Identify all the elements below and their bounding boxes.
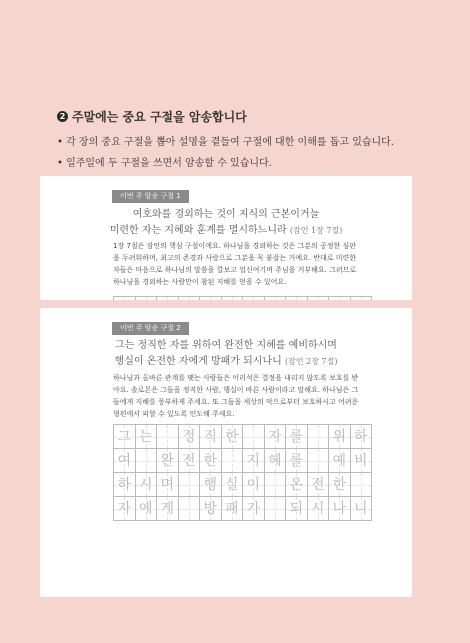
grid-cell[interactable] (286, 425, 308, 449)
grid-cell[interactable] (351, 497, 373, 521)
grid-cell[interactable] (114, 449, 136, 473)
grid-cell[interactable] (308, 425, 330, 449)
verse-text (40, 207, 412, 239)
grid-row (114, 473, 372, 497)
grid-row (114, 449, 372, 473)
memory-verse-card-2 (40, 308, 412, 597)
section-title (57, 108, 457, 125)
trace-character: 혜 (267, 453, 282, 469)
trace-character: 니 (353, 501, 368, 517)
trace-character: 가 (246, 501, 261, 517)
verse-description: 1장 7절은 잠언의 핵심 구절이에요. 하나님을 경외하는 것은 그분의 공정한 심판을 두려워하며, 최고의 존경과 사랑으로 그분을 꼭 붙잡는 거예요. 반대로 미련한 자들은 마음으로 하나님의 말씀을 깔보고 업신여기며 주님을 거부해요. 그러므로 하나님을 경외하는 사람만이 참된 지혜를 얻을 수 있어요. (113, 242, 357, 286)
grid-cell[interactable] (329, 425, 351, 449)
grid-cell[interactable] (243, 449, 265, 473)
grid-cell[interactable] (351, 449, 373, 473)
grid-cell[interactable] (179, 297, 201, 300)
trace-character: 한 (224, 429, 239, 445)
grid-cell[interactable] (222, 497, 244, 521)
section-title-text: 주말에는 중요 구절을 암송합니다 (72, 110, 247, 124)
trace-character: 이 (246, 477, 261, 493)
grid-cell[interactable] (265, 297, 287, 300)
grid-cell[interactable] (329, 497, 351, 521)
grid-cell[interactable] (222, 297, 244, 300)
grid-cell[interactable] (243, 297, 265, 300)
verse-tag: 이번 주 암송 구절 2 (112, 322, 189, 335)
trace-character: 하 (117, 477, 132, 493)
verse-description: 하나님과 올바른 관계를 맺는 사람들은 어리석은 결정을 내리지 않도록 보호를 받아요. 솔로몬은 그들을 정직한 사람, 행실이 바른 사람이라고 말해요. 하나님은 그들에게 지혜를 풍부하게 주세요. 또 그들을 세상의 악으로부터 보호하시고 어려운 형편에서 피할 수 있도록 인도해 주세요. (113, 374, 359, 418)
verse-line: 행실이 온전한 자에게 방패가 되시나니 (114, 356, 282, 367)
trace-character: 에 (138, 501, 153, 517)
trace-character: 되 (289, 501, 304, 517)
trace-character: 정 (181, 429, 196, 445)
grid-cell[interactable] (157, 425, 179, 449)
grid-cell[interactable] (222, 473, 244, 497)
grid-cell[interactable] (351, 297, 373, 300)
grid-row (114, 297, 372, 300)
grid-cell[interactable] (136, 449, 158, 473)
grid-cell[interactable] (157, 297, 179, 300)
grid-cell[interactable] (114, 473, 136, 497)
trace-character: 그 (117, 429, 132, 445)
trace-character: 위 (332, 429, 347, 445)
grid-cell[interactable] (243, 473, 265, 497)
grid-cell[interactable] (222, 425, 244, 449)
grid-cell[interactable] (243, 425, 265, 449)
trace-character: 지 (246, 453, 261, 469)
trace-character: 직 (203, 429, 218, 445)
grid-cell[interactable] (308, 497, 330, 521)
grid-cell[interactable] (286, 449, 308, 473)
grid-cell[interactable] (200, 449, 222, 473)
memory-verse-card-1 (40, 176, 412, 300)
grid-cell[interactable] (179, 425, 201, 449)
grid-cell[interactable] (308, 297, 330, 300)
verse-line: 그는 정직한 자를 위하여 완전한 지혜를 예비하시며 (115, 340, 337, 351)
grid-cell[interactable] (200, 297, 222, 300)
trace-character: 실 (224, 477, 239, 493)
bullet-item: • 각 장의 중요 구절을 뽑아 설명을 곁들여 구절에 대한 이해를 돕고 있습니다. (57, 133, 457, 148)
verse-line-2 (40, 223, 412, 239)
verse-reference: (잠언 1장 7절) (289, 226, 343, 235)
grid-cell[interactable] (114, 425, 136, 449)
grid-cell[interactable] (136, 425, 158, 449)
bullet-item: • 일주일에 두 구절을 쓰면서 암송할 수 있습니다. (57, 154, 457, 169)
grid-cell[interactable] (157, 497, 179, 521)
trace-character: 예 (332, 453, 347, 469)
grid-cell[interactable] (200, 473, 222, 497)
grid-cell[interactable] (136, 473, 158, 497)
writing-grid (113, 424, 372, 521)
trace-character: 전 (310, 477, 325, 493)
grid-row (114, 497, 372, 521)
grid-cell[interactable] (200, 497, 222, 521)
verse-tag: 이번 주 암송 구절 1 (112, 190, 189, 203)
grid-cell[interactable] (265, 473, 287, 497)
trace-character: 시 (310, 501, 325, 517)
number-badge: 2 (57, 111, 68, 122)
grid-cell[interactable] (157, 449, 179, 473)
trace-character: 며 (160, 477, 175, 493)
trace-character: 시 (138, 477, 153, 493)
trace-character: 하 (353, 429, 368, 445)
grid-cell[interactable] (329, 297, 351, 300)
trace-character: 전 (181, 453, 196, 469)
trace-character: 를 (289, 453, 304, 469)
grid-cell[interactable] (243, 497, 265, 521)
grid-cell[interactable] (136, 297, 158, 300)
trace-character: 자 (267, 429, 282, 445)
grid-cell[interactable] (351, 473, 373, 497)
grid-cell[interactable] (308, 473, 330, 497)
grid-cell[interactable] (265, 497, 287, 521)
trace-character: 는 (138, 429, 153, 445)
grid-cell[interactable] (114, 297, 136, 300)
grid-cell[interactable] (286, 497, 308, 521)
trace-character: 비 (353, 453, 368, 469)
grid-cell[interactable] (308, 449, 330, 473)
writing-grid (113, 296, 372, 300)
section-header (57, 108, 457, 169)
verse-line-2 (40, 354, 412, 370)
grid-cell[interactable] (265, 449, 287, 473)
trace-character: 한 (332, 477, 347, 493)
trace-character: 온 (289, 477, 304, 493)
grid-cell[interactable] (286, 297, 308, 300)
trace-character: 게 (160, 501, 175, 517)
grid-cell[interactable] (200, 425, 222, 449)
trace-character: 패 (224, 501, 239, 517)
verse-text (40, 338, 412, 370)
verse-line: 여호와를 경외하는 것이 지식의 근본이거늘 (132, 209, 320, 220)
trace-character: 한 (203, 453, 218, 469)
verse-reference: (잠언 2장 7절) (285, 357, 338, 366)
grid-cell[interactable] (329, 473, 351, 497)
trace-character: 자 (117, 501, 132, 517)
grid-cell[interactable] (136, 497, 158, 521)
verse-line: 미련한 자는 지혜와 훈계를 멸시하느니라 (109, 225, 287, 236)
trace-character: 행 (203, 477, 218, 493)
grid-cell[interactable] (179, 497, 201, 521)
grid-row (114, 425, 372, 449)
trace-character: 나 (332, 501, 347, 517)
grid-cell[interactable] (157, 473, 179, 497)
grid-cell[interactable] (286, 473, 308, 497)
grid-cell[interactable] (179, 473, 201, 497)
grid-cell[interactable] (114, 497, 136, 521)
grid-cell[interactable] (265, 425, 287, 449)
trace-character: 여 (117, 453, 132, 469)
trace-character: 방 (203, 501, 218, 517)
trace-character: 를 (289, 429, 304, 445)
grid-cell[interactable] (351, 425, 373, 449)
grid-cell[interactable] (222, 449, 244, 473)
grid-cell[interactable] (179, 449, 201, 473)
trace-character: 완 (160, 453, 175, 469)
grid-cell[interactable] (329, 449, 351, 473)
